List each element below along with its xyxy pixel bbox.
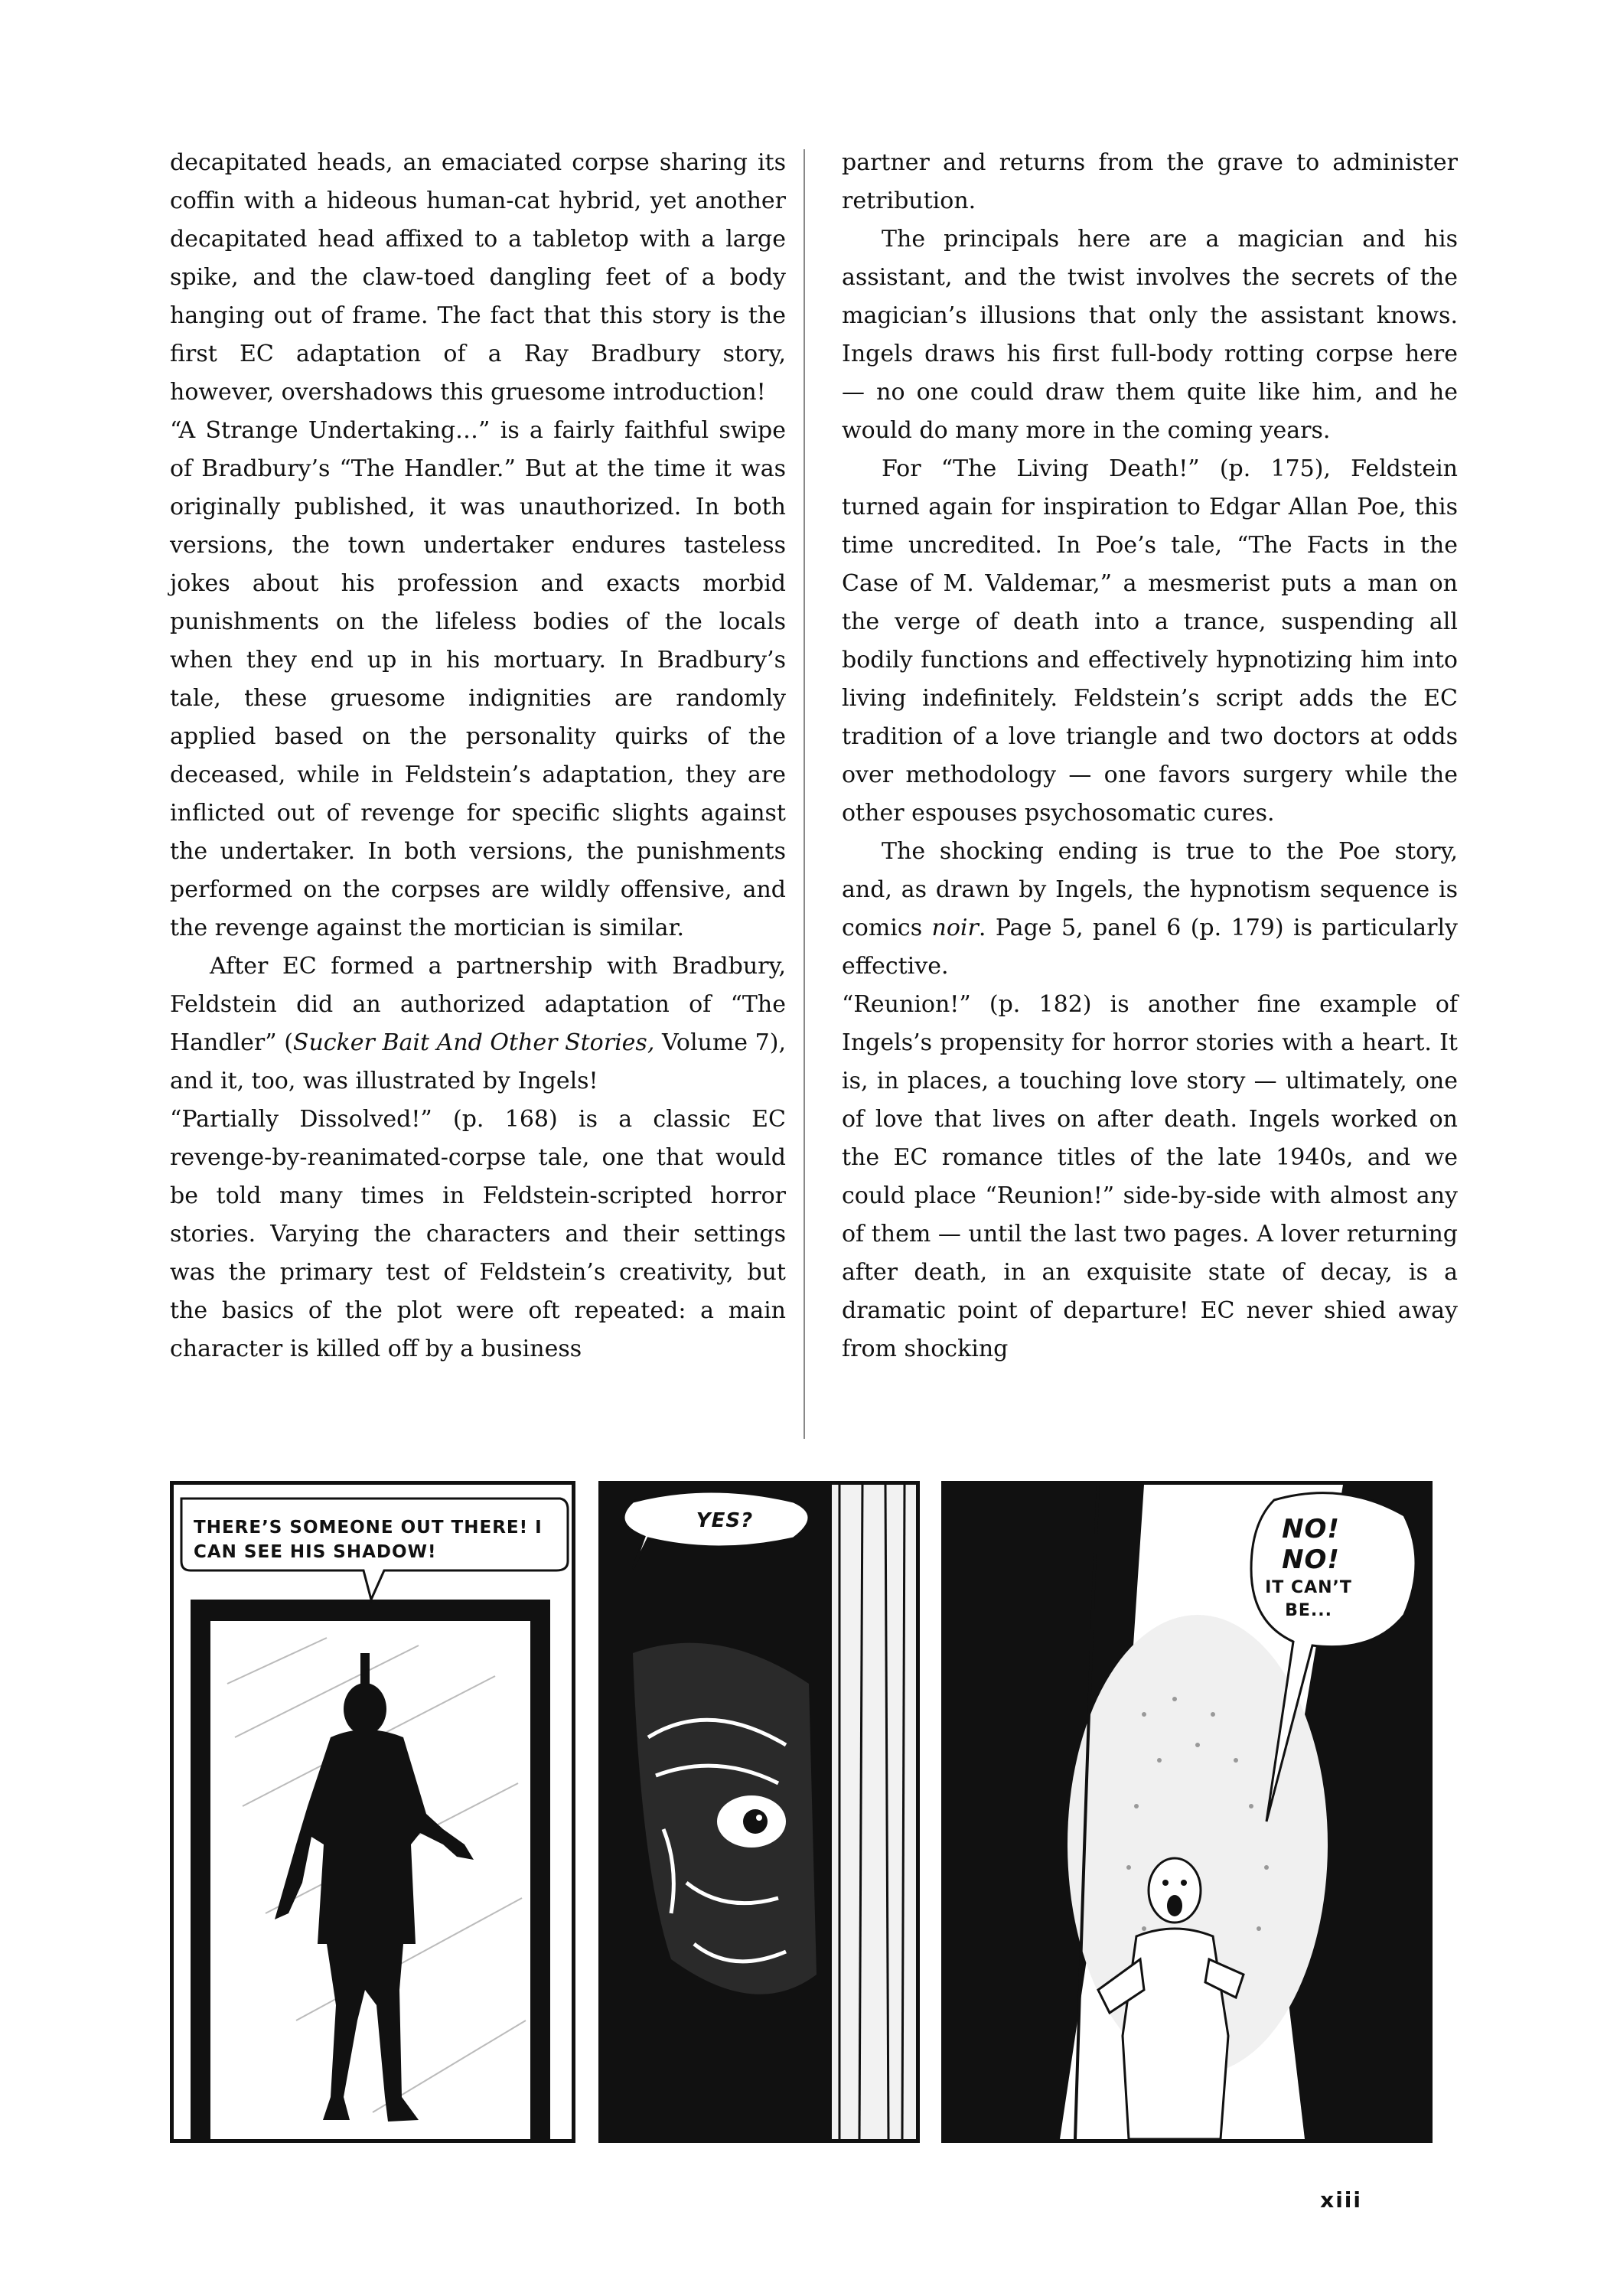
comic-panel-face bbox=[598, 1481, 920, 2143]
panel-art-peering-face bbox=[602, 1485, 916, 2139]
speech-balloon-text: YES? bbox=[696, 1509, 754, 1532]
paragraph-text: . Page 5, panel 6 (p. 179) is particularly effective. bbox=[842, 915, 1458, 980]
emphasis-word: noir bbox=[931, 915, 979, 941]
speech-balloon-text: NO! NO! bbox=[1282, 1514, 1340, 1575]
paragraph: partner and returns from the grave to administer retribution. bbox=[842, 149, 1458, 214]
column-divider bbox=[804, 149, 805, 1439]
paragraph: The principals here are a magician and his assistant, and the twist involves the secrets of the magician’s illusions that only the assistant knows. Ingels draws his first full-body rotting corpse here — no one could draw them quite like him, and he would do many more in the coming years. bbox=[842, 226, 1458, 444]
paragraph bbox=[170, 947, 786, 1101]
page-number: xiii bbox=[1320, 2187, 1362, 2213]
comic-panel-shadow bbox=[170, 1481, 575, 2143]
paragraph-text: Volume 7), and it, too, was illustrated by Ingels! bbox=[170, 1029, 786, 1094]
paragraph: decapitated heads, an emaciated corpse sharing its coffin with a hideous human-cat hybrid, yet another decapitated head affixed to a tabletop with a large spike, and the claw-toed dangling feet of a body hanging out of frame. The fact that this story is the first EC adaptation of a Ray Bradbury story, however, overshadows this gruesome introduction! bbox=[170, 149, 786, 406]
paragraph bbox=[842, 833, 1458, 986]
paragraph-text: The shocking ending is true to the Poe story, and, as drawn by Ingels, the hypnotism sequence is comics bbox=[842, 838, 1458, 941]
right-text-column bbox=[842, 144, 1458, 1368]
paragraph: “A Strange Undertaking…” is a fairly faithful swipe of Bradbury’s “The Handler.” But at the time it was originally published, it was unauthorized. In both versions, the town undertaker endures tasteless jokes about his profession and exacts morbid punishments on the lifeless bodies of the locals when they end up in his mortuary. In Bradbury’s tale, these gruesome indignities are randomly applied based on the personality quirks of the deceased, while in Feldstein’s adaptation, they are inflicted out of revenge for specific slights against the undertaker. In both versions, the punishments performed on the corpses are wildly offensive, and the revenge against the mortician is similar. bbox=[170, 417, 786, 941]
left-text-column bbox=[170, 144, 786, 1368]
speech-balloon-text: THERE’S SOMEONE OUT THERE! I CAN SEE HIS SHADOW! bbox=[194, 1518, 543, 1562]
speech-balloon-text: IT CAN’T BE... bbox=[1265, 1578, 1352, 1620]
paragraph-text: After EC formed a partnership with Bradbury, Feldstein did an authorized adaptation of “The Handler” ( bbox=[170, 953, 786, 1056]
comic-strip bbox=[170, 1481, 1433, 2143]
book-title: Sucker Bait And Other Stories, bbox=[292, 1029, 655, 1056]
paragraph: “Reunion!” (p. 182) is another fine example of Ingels’s propensity for horror stories with a heart. It is, in places, a touching love story — ultimately, one of love that lives on after death. Ingels worked on the EC romance titles of the late 1940s, and we could place “Reunion!” side-by-side with almost any of them — until the last two pages. A lover returning after death, in an exquisite state of decay, is a dramatic point of departure! EC never shied away from shocking bbox=[842, 991, 1458, 1362]
comic-panel-horror bbox=[941, 1481, 1433, 2143]
panel-art-shadow-figure bbox=[174, 1485, 572, 2139]
paragraph: “Partially Dissolved!” (p. 168) is a classic EC revenge-by-reanimated-corpse tale, one that would be told many times in Feldstein-scripted horror stories. Varying the characters and their settings was the primary test of Feldstein’s creativity, but the basics of the plot were oft repeated: a main character is killed off by a business bbox=[170, 1106, 786, 1362]
paragraph: For “The Living Death!” (p. 175), Feldstein turned again for inspiration to Edgar Allan Poe, this time uncredited. In Poe’s tale, “The Facts in the Case of M. Valdemar,” a mesmerist puts a man on the verge of death into a trance, suspending all bodily functions and effectively hypnotizing him into living indefinitely. Feldstein’s script adds the EC tradition of a love triangle and two doctors at odds over methodology — one favors surgery while the other espouses psychosomatic cures. bbox=[842, 455, 1458, 827]
